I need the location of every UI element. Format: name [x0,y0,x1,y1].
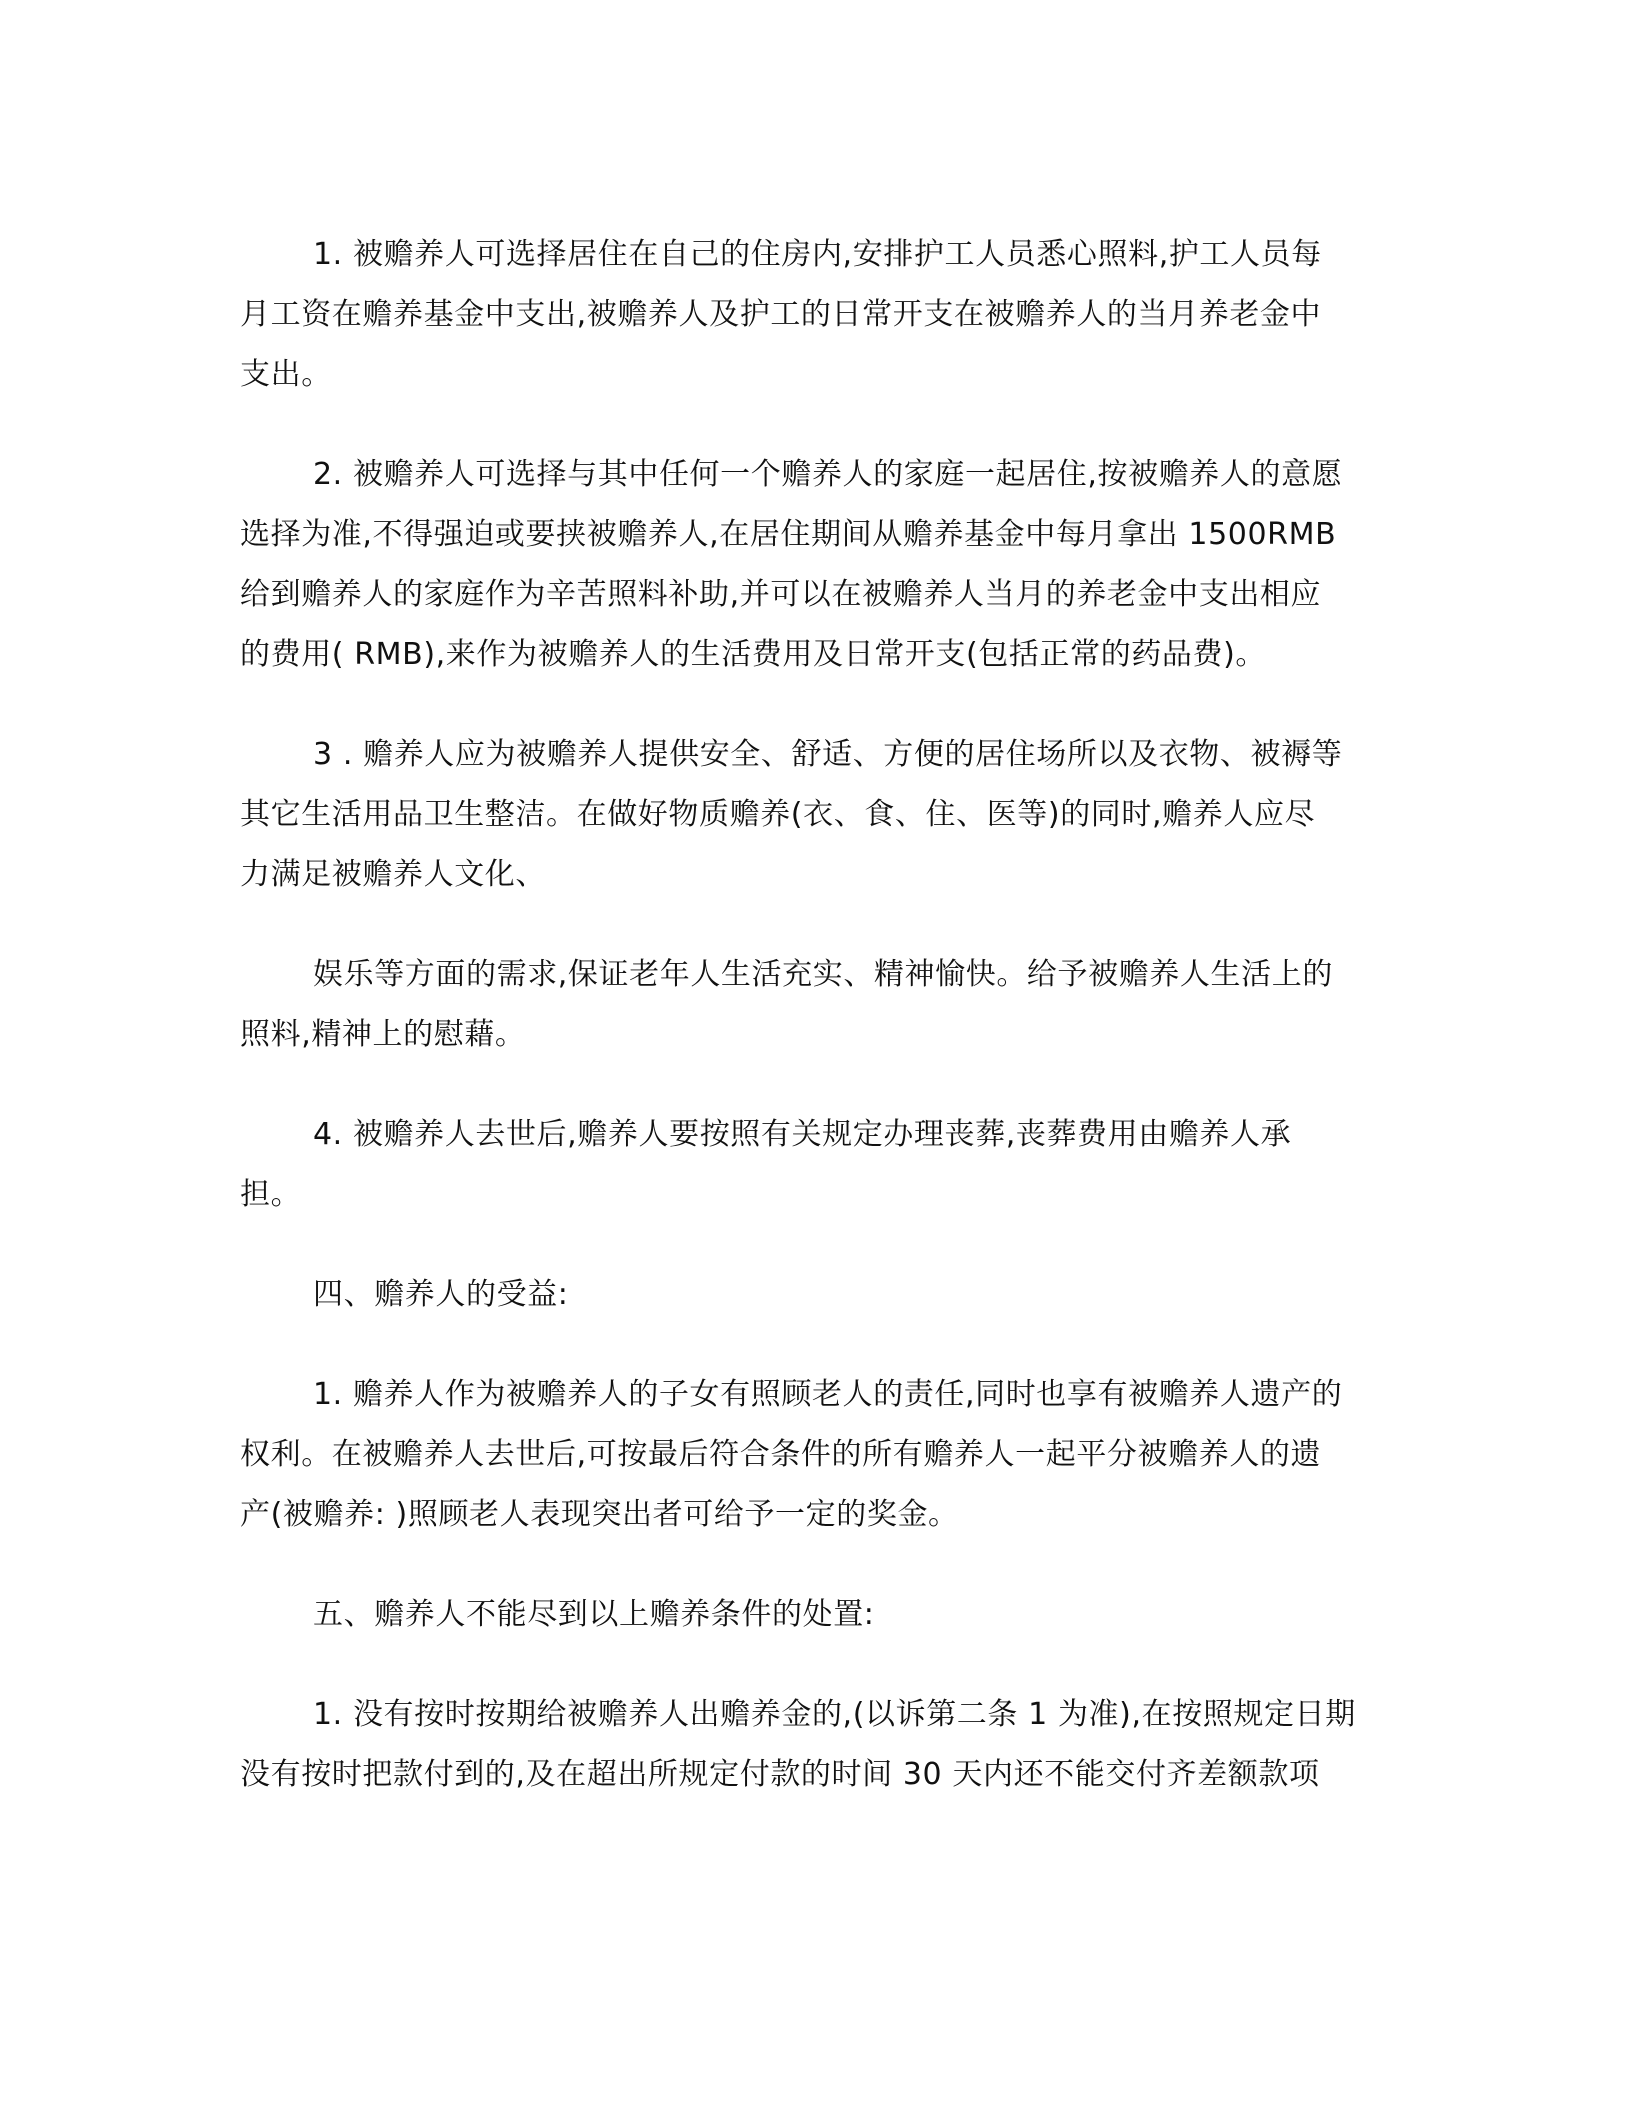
clause-3-2-line-3: 给到赡养人的家庭作为辛苦照料补助,并可以在被赡养人当月的养老金中支出相应 [240,577,1322,612]
clause-3-3-line-2: 其它生活用品卫生整洁。在做好物质赡养(衣、食、住、医等)的同时,赡养人应尽 [240,797,1316,832]
clause-4-1-line-2: 权利。在被赡养人去世后,可按最后符合条件的所有赡养人一起平分被赡养人的遗 [240,1437,1322,1472]
section-5-heading: 五、赡养人不能尽到以上赡养条件的处置: [313,1597,875,1632]
clause-3-3-line-1: 3 . 赡养人应为被赡养人提供安全、舒适、方便的居住场所以及衣物、被褥等 [313,737,1343,772]
clause-3-3-cont-line-1: 娱乐等方面的需求,保证老年人生活充实、精神愉快。给予被赡养人生活上的 [313,957,1333,992]
clause-3-2-line-1: 2. 被赡养人可选择与其中任何一个赡养人的家庭一起居住,按被赡养人的意愿 [313,457,1343,492]
clause-3-2-line-2: 选择为准,不得强迫或要挟被赡养人,在居住期间从赡养基金中每月拿出 1500RMB [240,517,1337,552]
clause-3-1-line-3: 支出。 [240,357,332,392]
clause-5-1-line-2: 没有按时把款付到的,及在超出所规定付款的时间 30 天内还不能交付齐差额款项 [240,1757,1320,1792]
clause-3-3-line-3: 力满足被赡养人文化、 [240,857,546,892]
clause-3-1-line-1: 1. 被赡养人可选择居住在自己的住房内,安排护工人员悉心照料,护工人员每 [313,237,1322,272]
clause-3-4-line-1: 4. 被赡养人去世后,赡养人要按照有关规定办理丧葬,丧葬费用由赡养人承 [313,1117,1292,1152]
clause-5-1-line-1: 1. 没有按时按期给被赡养人出赡养金的,(以诉第二条 1 为准),在按照规定日期 [313,1697,1356,1732]
section-4-heading: 四、赡养人的受益: [313,1277,569,1312]
clause-3-4-line-2: 担。 [240,1177,302,1212]
clause-4-1-line-3: 产(被赡养: )照顾老人表现突出者可给予一定的奖金。 [240,1497,959,1532]
clause-3-2-line-4: 的费用( RMB),来作为被赡养人的生活费用及日常开支(包括正常的药品费)。 [240,637,1266,672]
clause-4-1-line-1: 1. 赡养人作为被赡养人的子女有照顾老人的责任,同时也享有被赡养人遗产的 [313,1377,1343,1412]
clause-3-3-cont-line-2: 照料,精神上的慰藉。 [240,1017,526,1052]
clause-3-1-line-2: 月工资在赡养基金中支出,被赡养人及护工的日常开支在被赡养人的当月养老金中 [240,297,1322,332]
